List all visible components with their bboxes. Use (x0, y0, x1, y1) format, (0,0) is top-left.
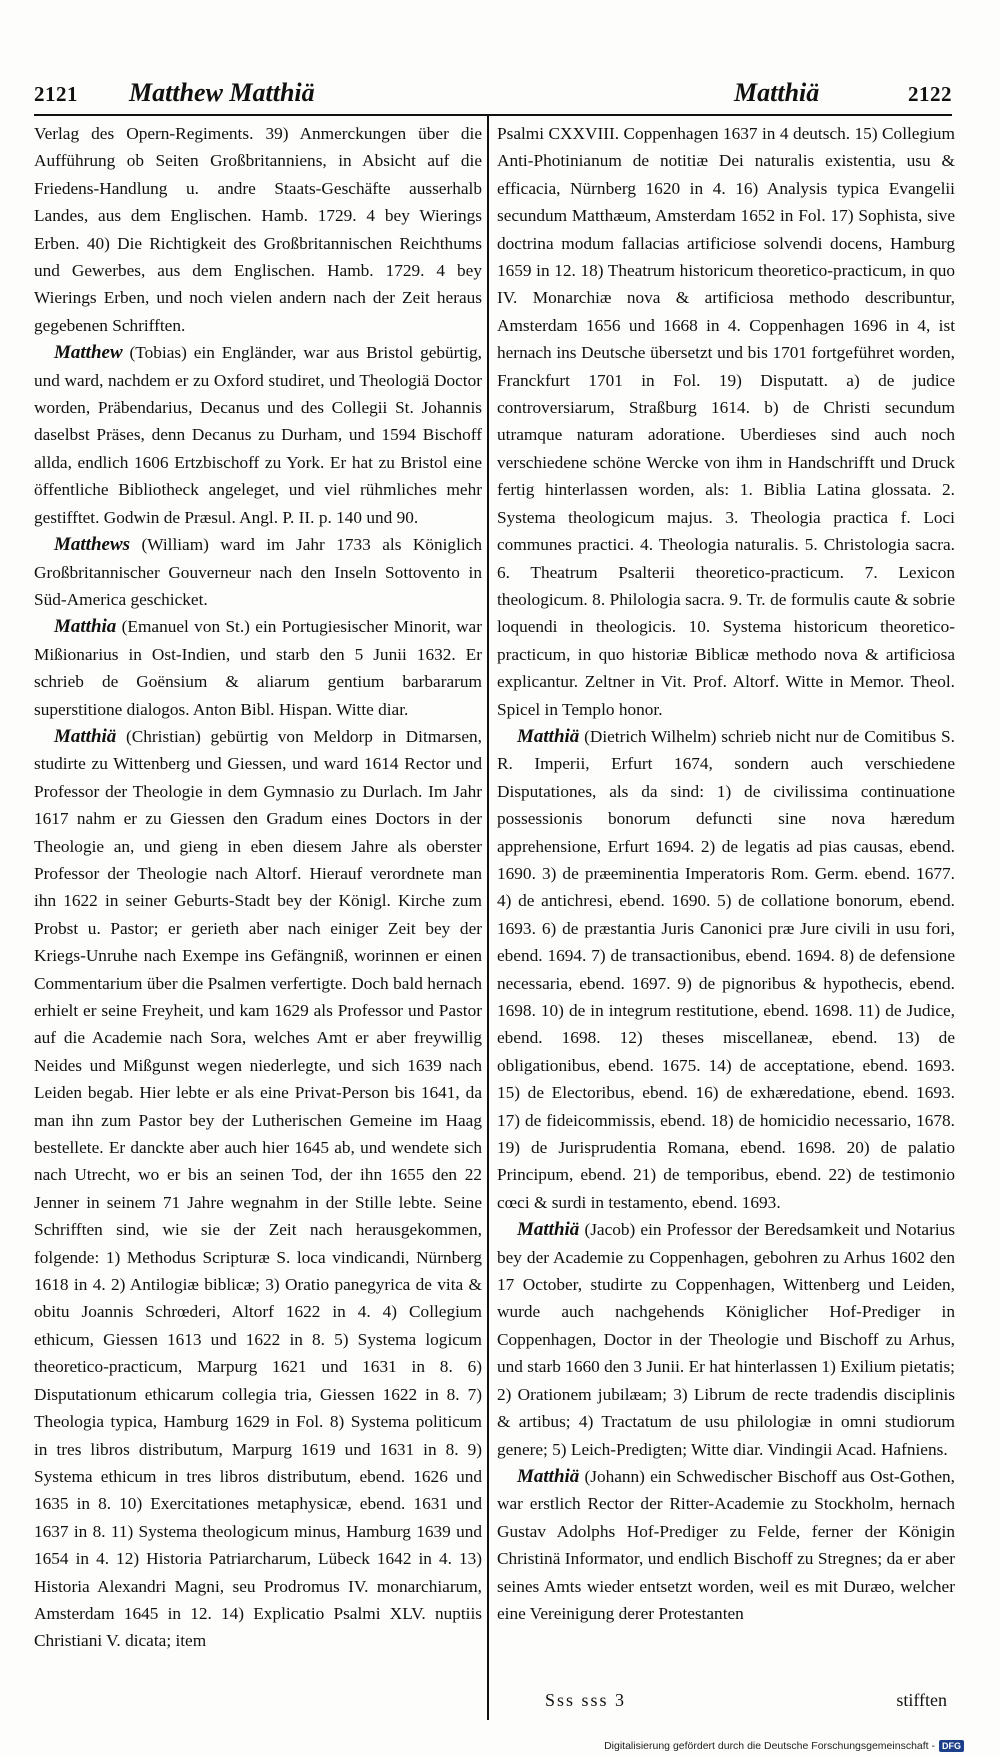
page-number-right: 2122 (908, 82, 952, 106)
header-rule (34, 114, 952, 116)
running-title-left: Matthew Matthiä (129, 78, 315, 107)
printer-signature: Sss sss 3 (545, 1690, 627, 1710)
paragraph-continuation (34, 120, 482, 339)
page-number-left: 2121 (34, 82, 78, 106)
entry-text: (William) ward im Jahr 1733 als Königlich Großbritannischer Gouverneur nach den Inseln Sottovento in Süd-America geschicket. (34, 535, 482, 609)
entry-headword: Matthiä (517, 725, 580, 747)
left-column (34, 120, 482, 1655)
entry-text: (Dietrich Wilhelm) schrieb nicht nur de Comitibus S. R. Imperii, Erfurt 1674, sondern auch verschiedene Disputationes, als da sind: 1) de civilissima continuatione possessionis bonorum defuncti sine nova hæredum apprehensione, Erfurt 1694. 2) de legatis ad pias causas, ebend. 1690. 3) de præeminentia Imperatoris Rom. Germ. ebend. 1677. 4) de antichresi, ebend. 1690. 5) de collatione bonorum, ebend. 1693. 6) de præstantia Juris Canonici præ Jure civili in usu fori, ebend. 1694. 7) de transactionibus, ebend. 1694. 8) de defensione necessaria, ebend. 1697. 9) de pignoribus & hypothecis, ebend. 1698. 10) de in integrum restitutione, ebend. 1698. 11) de Judice, ebend. 1698. 12) theses miscellaneæ, ebend. 13) de obligationibus, ebend. 1675. 14) de acceptatione, ebend. 1693. 15) de Electoribus, ebend. 16) de exhæredatione, ebend. 1693. 17) de fideicommissis, ebend. 18) de homicidio necessario, 1678. 19) de Jurisprudentia Romana, ebend. 1698. 20) de palatio Principum, ebend. 21) de temporibus, ebend. 22) de testimonio cœci & surdi in testamento, ebend. 1693. (497, 726, 955, 1212)
right-column (497, 120, 955, 1627)
entry-matthiae-dietrich-wilhelm (497, 723, 955, 1216)
running-head (34, 78, 952, 112)
entry-matthiae-christian (34, 723, 482, 1655)
catchword: stifften (896, 1690, 947, 1710)
entry-headword: Matthew (54, 342, 123, 364)
paragraph-continuation (497, 120, 955, 723)
entry-headword: Matthia (54, 616, 117, 638)
entry-headword: Matthews (54, 534, 131, 556)
entry-text: (Christian) gebürtig von Meldorp in Ditmarsen, studirte zu Wittenberg und Giessen, und ward 1614 Rector und Professor der Theologie in dem Gymnasio zu Durlach. Im Jahr 1617 nahm er zu Giessen den Gradum eines Doctors in der Theologie an, und gieng in eben diesem Jahre als oberster Professor der Theologie nach Altorf. Hierauf verordnete man ihn 1622 in seiner Geburts-Stadt bey der Königl. Kirche zum Probst u. Pastor; er gerieth aber nach einiger Zeit bey der Kriegs-Unruhe nach Exempe ins Gefängniß, worinnen er einen Commentarium über die Psalmen verfertigte. Doch bald hernach erhielt er seine Freyheit, und kam 1629 als Professor und Pastor auf die Academie nach Sora, welches Amt er aber freywillig Neides und Mißgunst wegen niederlegte, und sich 1639 nach Leiden begab. Hier lebte er als eine Privat-Person bis 1641, da man ihn zum Pastor bey der Lutherischen Gemeine im Haag bestellete. Er danckte aber auch hier 1645 ab, und wendete sich nach Utrecht, wo er bis an seinen Tod, der ihn 1655 den 22 Jenner in seinem 71 Jahre wegnahm in der Stille lebte. Seine Schrifften sind, wie sie der Zeit nach herausgekommen, folgende: 1) Methodus Scripturæ S. loca vindicandi, Nürnberg 1618 in 4. 2) Antilogiæ biblicæ; 3) Oratio panegyrica de vita & obitu Joannis Schrœderi, Altorf 1622 in 4. 4) Collegium ethicum, Giessen 1613 und 1622 in 8. 5) Systema logicum theoretico-practicum, Marpurg 1621 und 1631 in 8. 6) Disputationum ethicarum collegia tria, Giessen 1622 in 8. 7) Theologia typica, Hamburg 1629 in Fol. 8) Systema politicum in tres libros distributum, Marpurg 1619 und 1631 in 8. 9) Systema ethicum in tres libros distributum, ebend. 1626 und 1635 in 8. 10) Exercitationes metaphysicæ, ebend. 1631 und 1637 in 8. 11) Systema theologicum minus, Hamburg 1639 und 1654 in 4. 12) Historia Patriarcharum, Lübeck 1642 in 4. 13) Historia Alexandri Magni, seu Prodromus IV. monarchiarum, Amsterdam 1645 in 12. 14) Explicatio Psalmi XLV. nuptiis Christiani V. dicata; item (34, 726, 482, 1651)
entry-headword: Matthiä (54, 725, 117, 747)
entry-text: (Jacob) ein Professor der Beredsamkeit und Notarius bey der Academie zu Coppenhagen, gebohren zu Arhus 1602 den 17 October, studirte zu Coppenhagen, Wittenberg und Leiden, wurde auch nachgehends Königlicher Hof-Prediger in Coppenhagen, Doctor in der Theologie und Bischoff zu Arhus, und starb 1660 den 3 Junii. Er hat hinterlassen 1) Exilium pietatis; 2) Orationem jubilæam; 3) Librum de recte tradendis disciplinis & artibus; 4) Tractatum de usu philologiæ in omni studiorum genere; 5) Leich-Predigten; Witte diar. Vindingii Acad. Hafniens. (497, 1220, 955, 1459)
catchline (497, 1690, 955, 1720)
entry-matthew-tobias (34, 339, 482, 531)
entry-text: (Tobias) ein Engländer, war aus Bristol gebürtig, und ward, nachdem er zu Oxford studiret, und Theologiä Doctor worden, Präbendarius, Decanus und des Collegii St. Johannis daselbst Präses, denn Decanus zu Durham, und 1594 Bischoff allda, endlich 1606 Ertzbischoff zu York. Er hat zu Bristol eine öffentliche Bibliotheck angeleget, und viel rühmliches mehr gestifftet. Godwin de Præsul. Angl. P. II. p. 140 und 90. (34, 343, 482, 527)
digitization-footer (604, 1738, 964, 1754)
dfg-logo-icon: DFG (939, 1740, 964, 1752)
column-divider (487, 116, 489, 1720)
entry-text: (Emanuel von St.) ein Portugiesischer Minorit, war Mißionarius in Ost-Indien, und starb den 5 Junii 1632. Er schrieb de Goënsium & aliarum gentium barbararum superstitione dialogos. Anton Bibl. Hispan. Witte diar. (34, 617, 482, 719)
entry-matthews-william (34, 531, 482, 613)
paragraph-text: Psalmi CXXVIII. Coppenhagen 1637 in 4 deutsch. 15) Collegium Anti-Photinianum de notitiæ Dei naturalis existentia, usu & efficacia, Nürnberg 1620 in 4. 16) Analysis typica Evangelii secundum Matthæum, Amsterdam 1652 in Fol. 17) Sophista, sive doctrina modum fallacias artificiose solvendi docens, Hamburg 1659 in 12. 18) Theatrum historicum theoretico-practicum, in quo IV. Monarchiæ nova & artificiosa methodo describuntur, Amsterdam 1656 und 1668 in 4. Coppenhagen 1696 in 4, ist hernach ins Deutsche übersetzt und bis 1701 fortgeführet worden, Franckfurt 1701 in Fol. 19) Disputatt. a) de judice controversiarum, Straßburg 1614. b) de Christi secundum utramque naturam adoratione. Uberdieses sind auch noch verschiedene schöne Wercke von ihm in Handschrifft und Druck fertig hinterlassen worden, als: 1. Biblia Latina glossata. 2. Systema theologicum majus. 3. Theologia practica f. Loci communes practici. 4. Theologia naturalis. 5. Christologia sacra. 6. Theatrum Psalterii theoretico-practicum. 7. Lexicon theologicum. 8. Philologia sacra. 9. Tr. de formulis caute & sobrie loquendi in theologicis. 10. Systema historicum theoretico-practicum, in quo historiæ Biblicæ methodo nova & artificiosa explicantur. Zeltner in Vit. Prof. Altorf. Witte in Memor. Theol. Spicel in Templo honor. (497, 124, 955, 719)
footer-credit: Digitalisierung gefördert durch die Deutsche Forschungsgemeinschaft - (604, 1740, 935, 1752)
entry-headword: Matthiä (517, 1219, 580, 1241)
entry-matthiae-jacob (497, 1216, 955, 1463)
entry-text: (Johann) ein Schwedischer Bischoff aus Ost-Gothen, war erstlich Rector der Ritter-Academie zu Stockholm, hernach Gustav Adolphs Hof-Prediger zu Felde, ferner der Königin Christinä Informator, und endlich Bischoff zu Stregnes; da er aber seines Amts wieder entsetzt worden, weil es mit Duræo, welcher eine Vereinigung derer Protestanten (497, 1466, 955, 1623)
entry-matthia-emanuel (34, 613, 482, 723)
running-title-right: Matthiä (734, 78, 820, 107)
entry-matthiae-johann (497, 1463, 955, 1627)
paragraph-text: Verlag des Opern-Regiments. 39) Anmerckungen über die Aufführung ob Seiten Großbritanniens, in Absicht auf die Friedens-Handlung u. andre Staats-Geschäfte ausserhalb Landes, aus dem Englischen. Hamb. 1729. 4 bey Wierings Erben. 40) Die Richtigkeit des Großbritannischen Reichthums und Gewerbes, aus dem Englischen. Hamb. 1729. 4 bey Wierings Erben, und noch vielen andern nach der Zeit heraus gegebenen Schrifften. (34, 124, 482, 335)
entry-headword: Matthiä (517, 1465, 580, 1487)
